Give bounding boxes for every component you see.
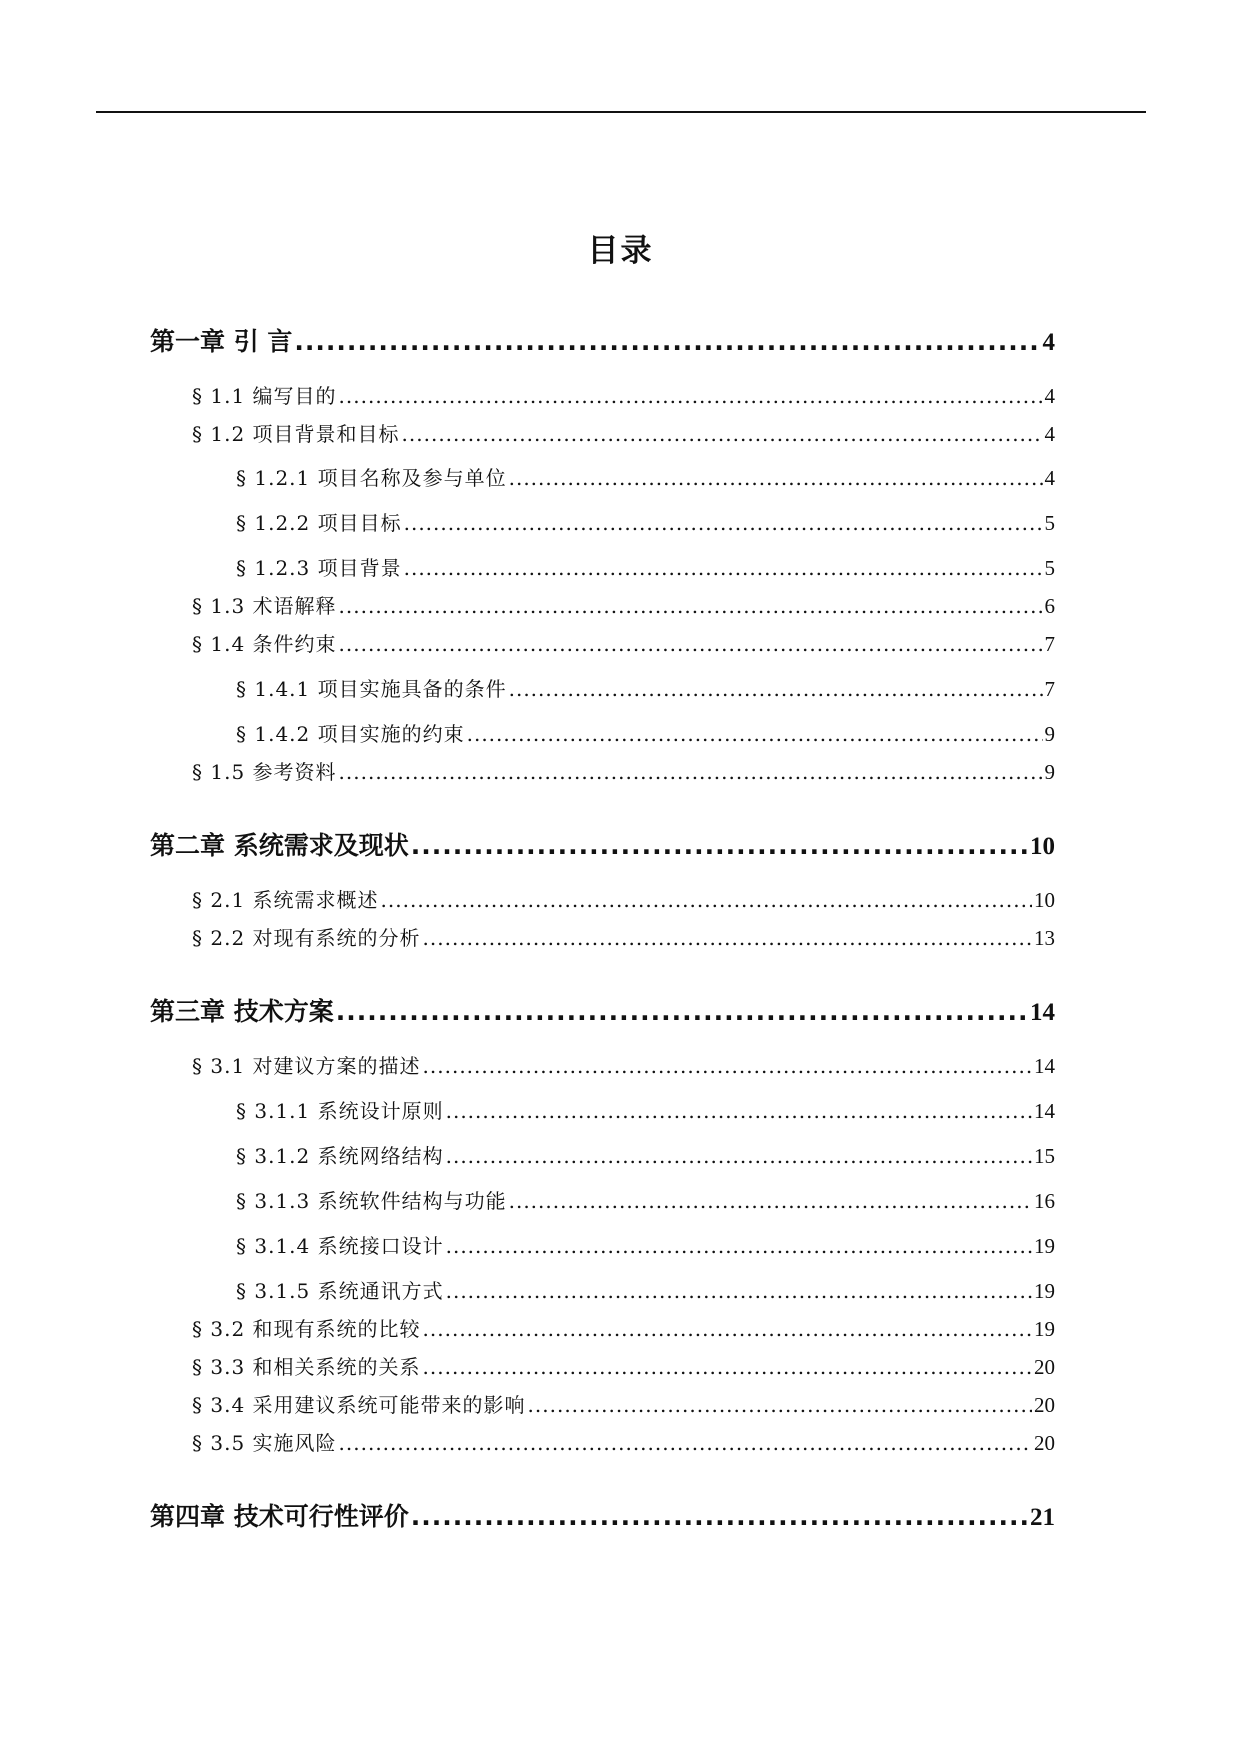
toc-entry-label: § 2.1 系统需求概述 [192,888,379,912]
toc-entry-page: 20 [1034,1355,1055,1379]
toc-entry-label: § 3.2 和现有系统的比较 [192,1317,421,1341]
header-rule [96,111,1146,113]
toc-leader [509,677,1043,701]
toc-subsection-3-1-4[interactable] [236,1230,1055,1259]
toc-section-2-1[interactable] [192,884,1055,913]
toc-entry-label: § 1.2 项目背景和目标 [192,422,400,446]
toc-leader [339,1431,1032,1455]
toc-section-3-5[interactable] [192,1427,1055,1456]
toc-entry-label: § 1.2.1 项目名称及参与单位 [236,466,507,490]
toc-subsection-1-2-3[interactable] [236,552,1055,581]
toc-leader [509,1189,1032,1213]
toc-section-1-3[interactable] [192,590,1055,619]
toc-entry-page: 9 [1044,722,1055,746]
toc-entry-label: 第二章 系统需求及现状 [150,831,409,860]
toc-entry-label: 第三章 技术方案 [150,997,334,1026]
toc-leader [339,632,1043,656]
toc-section-1-5[interactable] [192,756,1055,785]
toc-entry-page: 4 [1044,422,1055,446]
toc-entry-page: 4 [1042,329,1055,356]
toc-entry-label: § 1.3 术语解释 [192,594,337,618]
toc-entry-page: 10 [1030,833,1055,860]
toc-leader [404,556,1043,580]
toc-section-1-2[interactable] [192,418,1055,447]
toc-section-1-4[interactable] [192,628,1055,657]
toc-subsection-1-2-1[interactable] [236,462,1055,491]
toc-subsection-1-4-2[interactable] [236,718,1055,747]
toc-entry-label: § 2.2 对现有系统的分析 [192,926,421,950]
toc-leader [339,384,1043,408]
toc-leader [446,1234,1032,1258]
toc-entry-page: 20 [1034,1393,1055,1417]
toc-entry-label: § 1.4.1 项目实施具备的条件 [236,677,507,701]
toc-leader [423,1355,1032,1379]
toc-entry-label: § 3.5 实施风险 [192,1431,337,1455]
toc-entry-label: § 3.1.2 系统网络结构 [236,1144,444,1168]
toc-entry-page: 19 [1034,1279,1055,1303]
toc-entry-page: 9 [1044,760,1055,784]
toc-leader [411,1502,1028,1531]
toc-entry-label: § 1.2.2 项目目标 [236,511,402,535]
toc-leader [411,831,1028,860]
toc-entry-label: § 3.1.3 系统软件结构与功能 [236,1189,507,1213]
toc-section-3-3[interactable] [192,1351,1055,1380]
toc-subsection-1-4-1[interactable] [236,673,1055,702]
toc-entry-page: 10 [1034,888,1055,912]
toc-entry-page: 4 [1044,466,1055,490]
toc-chapter-2[interactable] [150,826,1055,862]
toc-entry-label: § 3.1 对建议方案的描述 [192,1054,421,1078]
toc-leader [294,327,1040,356]
toc-leader [446,1279,1032,1303]
toc-section-3-1[interactable] [192,1050,1055,1079]
toc-entry-label: § 1.2.3 项目背景 [236,556,402,580]
toc-subsection-1-2-2[interactable] [236,507,1055,536]
toc-entry-page: 7 [1044,632,1055,656]
toc-entry-page: 13 [1034,926,1055,950]
toc-section-3-4[interactable] [192,1389,1055,1418]
toc-chapter-3[interactable] [150,992,1055,1028]
toc-chapter-4[interactable] [150,1497,1055,1533]
toc-leader [509,466,1043,490]
toc-entry-page: 14 [1034,1099,1055,1123]
toc-leader [446,1099,1032,1123]
toc-entry-page: 16 [1034,1189,1055,1213]
toc-subsection-3-1-3[interactable] [236,1185,1055,1214]
toc-entry-page: 19 [1034,1234,1055,1258]
toc-entry-label: § 1.4 条件约束 [192,632,337,656]
toc-entry-page: 5 [1044,556,1055,580]
toc-entry-label: § 3.1.1 系统设计原则 [236,1099,444,1123]
toc-entry-label: § 3.1.4 系统接口设计 [236,1234,444,1258]
toc-leader [467,722,1043,746]
toc-leader [423,1054,1032,1078]
toc-entry-label: § 1.1 编写目的 [192,384,337,408]
toc-subsection-3-1-2[interactable] [236,1140,1055,1169]
toc-leader [423,1317,1032,1341]
toc-subsection-3-1-1[interactable] [236,1095,1055,1124]
toc-entry-page: 19 [1034,1317,1055,1341]
toc-entry-page: 20 [1034,1431,1055,1455]
page-title: 目录 [587,233,654,269]
toc-section-2-2[interactable] [192,922,1055,951]
toc-entry-page: 4 [1044,384,1055,408]
toc-entry-label: 第四章 技术可行性评价 [150,1502,409,1531]
toc-entry-page: 15 [1034,1144,1055,1168]
toc-leader [446,1144,1032,1168]
toc-leader [339,594,1043,618]
toc-entry-label: § 3.4 采用建议系统可能带来的影响 [192,1393,526,1417]
toc-leader [402,422,1043,446]
toc-entry-label: § 1.5 参考资料 [192,760,337,784]
toc-entry-page: 5 [1044,511,1055,535]
toc-leader [423,926,1032,950]
toc-entry-page: 21 [1030,1504,1055,1531]
toc-section-3-2[interactable] [192,1313,1055,1342]
toc-entry-page: 7 [1044,677,1055,701]
toc-section-1-1[interactable] [192,380,1055,409]
toc-entry-page: 14 [1034,1054,1055,1078]
toc-leader [528,1393,1032,1417]
toc-leader [339,760,1043,784]
toc-leader [381,888,1032,912]
toc-entry-page: 14 [1030,999,1055,1026]
toc-subsection-3-1-5[interactable] [236,1275,1055,1304]
toc-entry-label: § 3.3 和相关系统的关系 [192,1355,421,1379]
toc-entry-label: § 3.1.5 系统通讯方式 [236,1279,444,1303]
toc-leader [404,511,1043,535]
toc-entry-label: 第一章 引 言 [150,327,293,356]
toc-leader [336,997,1028,1026]
toc-entry-label: § 1.4.2 项目实施的约束 [236,722,465,746]
toc-chapter-1[interactable] [150,322,1055,358]
toc-entry-page: 6 [1044,594,1055,618]
